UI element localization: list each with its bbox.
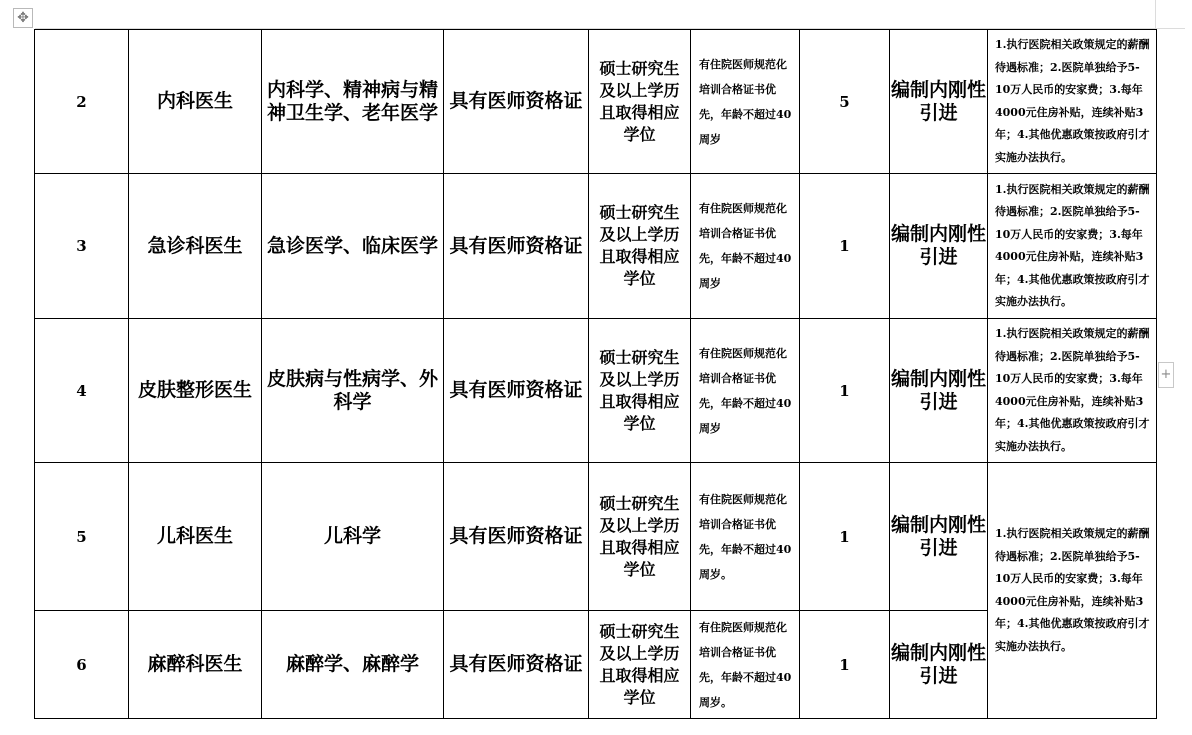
hiring-type: 编制内刚性引进 (890, 611, 988, 719)
row-number: 5 (35, 463, 129, 611)
major-requirement: 内科学、精神病与精神卫生学、老年医学 (262, 30, 444, 174)
position-name: 内科医生 (129, 30, 262, 174)
major-requirement: 皮肤病与性病学、外科学 (262, 319, 444, 463)
education-requirement: 硕士研究生及以上学历且取得相应学位 (589, 611, 691, 719)
qualification: 具有医师资格证 (444, 463, 589, 611)
other-requirement: 有住院医师规范化培训合格证书优先，年龄不超过40周岁。 (691, 611, 800, 719)
hiring-type: 编制内刚性引进 (890, 463, 988, 611)
table-row (35, 463, 1157, 611)
headcount: 5 (800, 30, 890, 174)
add-row-icon[interactable]: + (1158, 362, 1174, 388)
headcount: 1 (800, 174, 890, 319)
position-name: 皮肤整形医生 (129, 319, 262, 463)
education-requirement: 硕士研究生及以上学历且取得相应学位 (589, 30, 691, 174)
benefits: 1.执行医院相关政策规定的薪酬待遇标准；2.医院单独给予5-10万人民币的安家费；3.每年 4000元住房补贴，连续补贴3年；4.其他优惠政策按政府引才实施办法执行。 (988, 174, 1157, 319)
major-requirement: 急诊医学、临床医学 (262, 174, 444, 319)
position-name: 麻醉科医生 (129, 611, 262, 719)
headcount: 1 (800, 611, 890, 719)
table-row (35, 30, 1157, 174)
education-requirement: 硕士研究生及以上学历且取得相应学位 (589, 319, 691, 463)
table-row (35, 319, 1157, 463)
page-corner-mark (1155, 28, 1185, 29)
row-number: 4 (35, 319, 129, 463)
page-corner-mark (1155, 0, 1156, 28)
table-move-handle-icon[interactable]: ✥ (13, 8, 33, 28)
benefits-merged: 1.执行医院相关政策规定的薪酬待遇标准；2.医院单独给予5-10万人民币的安家费；3.每年 4000元住房补贴，连续补贴3年；4.其他优惠政策按政府引才实施办法执行。 (988, 463, 1157, 719)
major-requirement: 麻醉学、麻醉学 (262, 611, 444, 719)
row-number: 6 (35, 611, 129, 719)
row-number: 2 (35, 30, 129, 174)
position-name: 急诊科医生 (129, 174, 262, 319)
row-number: 3 (35, 174, 129, 319)
table-row (35, 174, 1157, 319)
hiring-type: 编制内刚性引进 (890, 319, 988, 463)
qualification: 具有医师资格证 (444, 30, 589, 174)
education-requirement: 硕士研究生及以上学历且取得相应学位 (589, 463, 691, 611)
qualification: 具有医师资格证 (444, 174, 589, 319)
hiring-type: 编制内刚性引进 (890, 30, 988, 174)
other-requirement: 有住院医师规范化培训合格证书优先，年龄不超过40周岁 (691, 174, 800, 319)
recruitment-table (34, 29, 1157, 719)
other-requirement: 有住院医师规范化培训合格证书优先，年龄不超过40周岁 (691, 319, 800, 463)
major-requirement: 儿科学 (262, 463, 444, 611)
benefits: 1.执行医院相关政策规定的薪酬待遇标准；2.医院单独给予5-10万人民币的安家费；3.每年 4000元住房补贴，连续补贴3年；4.其他优惠政策按政府引才实施办法执行。 (988, 319, 1157, 463)
hiring-type: 编制内刚性引进 (890, 174, 988, 319)
position-name: 儿科医生 (129, 463, 262, 611)
other-requirement: 有住院医师规范化培训合格证书优先，年龄不超过40周岁。 (691, 463, 800, 611)
headcount: 1 (800, 463, 890, 611)
other-requirement: 有住院医师规范化培训合格证书优先，年龄不超过40周岁 (691, 30, 800, 174)
education-requirement: 硕士研究生及以上学历且取得相应学位 (589, 174, 691, 319)
headcount: 1 (800, 319, 890, 463)
benefits: 1.执行医院相关政策规定的薪酬待遇标准；2.医院单独给予5-10万人民币的安家费；3.每年 4000元住房补贴，连续补贴3年；4.其他优惠政策按政府引才实施办法执行。 (988, 30, 1157, 174)
qualification: 具有医师资格证 (444, 319, 589, 463)
qualification: 具有医师资格证 (444, 611, 589, 719)
